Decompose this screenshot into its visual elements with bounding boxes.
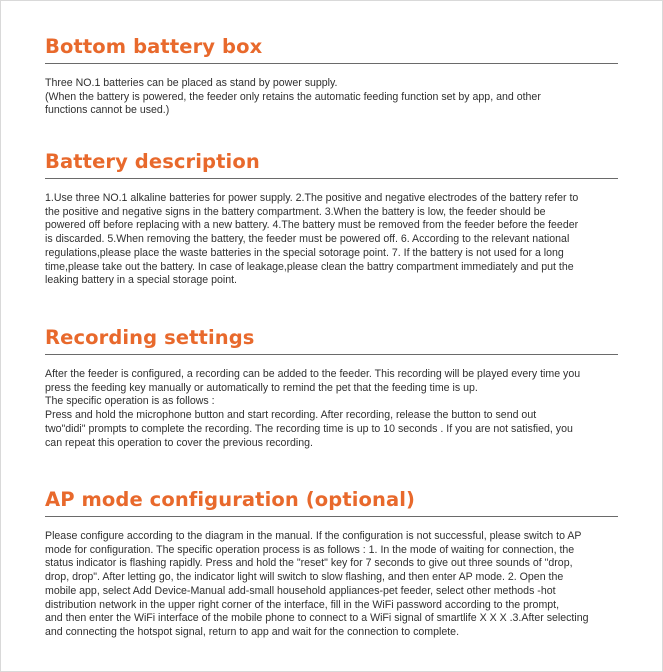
section-body: Three NO.1 batteries can be placed as stand by power supply. (When the battery is powered, the feeder only retains the automatic feeding function set by app, and other functions cannot be used.) [45, 77, 541, 117]
section-heading: Battery description [45, 150, 260, 173]
section-body: After the feeder is configured, a recording can be added to the feeder. This recording will be played every time you press the feeding key manually or automatically to remind the pet that the feeding time is up. The specific operation is as follows : Press and hold the microphone button and start recording. After recording, release the button to send out two"didi" prompts to complete the recording. The recording time is up to 10 seconds . If you are not satisfied, you can repeat this operation to cover the previous recording. [45, 368, 581, 449]
section-battery-description [45, 149, 618, 288]
section-heading: Recording settings [45, 326, 255, 349]
section-heading: Bottom battery box [45, 35, 263, 58]
section-ap-mode-configuration [45, 487, 618, 640]
section-heading: AP mode configuration (optional) [45, 488, 416, 511]
section-recording-settings [45, 325, 618, 450]
section-body: 1.Use three NO.1 alkaline batteries for power supply. 2.The positive and negative electrodes of the battery refer to the positive and negative signs in the battery compartment. 3.When the battery is low, the feeder should be powered off before replacing with a new battery. 4.The battery must be removed from the feeder before the feeder is discarded. 5.When removing the battery, the feeder must be powered off. 6. According to the relevant national regulations,please place the waste batteries in the special sotorage point. 7. If the battery is not used for a long time,please take out the battery. In case of leakage,please clean the battry compartment immediately and put the leaking battery in a special storage point. [45, 192, 579, 287]
section-body: Please configure according to the diagram in the manual. If the configuration is not successful, please switch to AP mode for configuration. The specific operation process is as follows : 1. In the mode of waiting for connection, the status indicator is flashing rapidly. Press and hold the "reset" key for 7 seconds to give out three sounds of "drop, drop, drop". After letting go, the indicator light will switch to slow flashing, and then enter AP mode. 2. Open the mobile app, select Add Device-Manual add-small household appliances-pet feeder, select other methods -hot distribution network in the upper right corner of the interface, fill in the WiFi password according to the prompt, and then enter the WiFi interface of the mobile phone to connect to a WiFi signal of smartlife X X X .3.After selecting and connecting the hotspot signal, return to app and wait for the connection to complete. [45, 530, 589, 638]
section-bottom-battery-box [45, 34, 618, 118]
